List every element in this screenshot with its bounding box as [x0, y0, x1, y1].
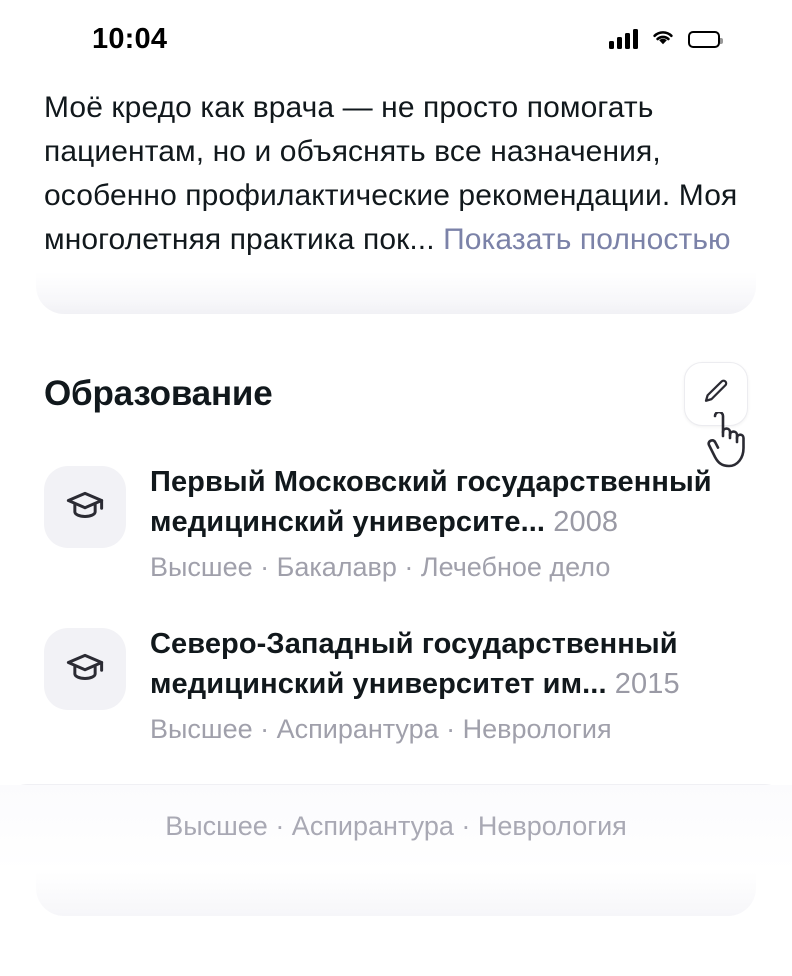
education-name-text: Северо-Западный государственный медицинский университет им...: [150, 628, 678, 700]
page-title: Образование: [44, 374, 273, 413]
education-details: Высшее · Бакалавр · Лечебное дело: [150, 552, 611, 582]
cellular-signal-icon: [609, 29, 638, 49]
partial-education-details: Высшее · Аспирантура · Неврология: [0, 785, 792, 872]
battery-full-icon: [688, 31, 720, 48]
show-more-link[interactable]: Показать полностью: [443, 223, 731, 256]
status-time: 10:04: [92, 22, 168, 55]
education-section-header: [0, 348, 792, 440]
graduation-cap-icon: [44, 466, 126, 548]
education-list: [0, 440, 792, 770]
education-name: [150, 462, 748, 542]
list-item[interactable]: [44, 608, 748, 770]
about-card: [0, 78, 792, 262]
education-year: 2008: [553, 506, 619, 538]
next-card-bottom-edge: [36, 872, 756, 916]
status-indicators: [609, 27, 720, 52]
wifi-icon: [650, 27, 676, 52]
section-divider: [0, 314, 792, 348]
scroll-content[interactable]: [0, 78, 792, 976]
pencil-edit-icon: [701, 377, 731, 412]
graduation-cap-icon: [44, 628, 126, 710]
next-card: [0, 784, 792, 872]
about-text-body: Моё кредо как врача — не просто помогать пациентам, но и объяснять все назначения, особенно профилактические рекомендации. Моя многолетняя практика пок...: [44, 91, 738, 256]
about-card-bottom-edge: [36, 272, 756, 314]
education-name-text: Первый Московский государственный медицинский университе...: [150, 466, 712, 538]
list-item-body: [150, 620, 748, 748]
about-text: [44, 78, 748, 262]
list-item[interactable]: [44, 446, 748, 608]
education-name: [150, 624, 748, 704]
bottom-spacer: [0, 916, 792, 976]
education-details: Высшее · Аспирантура · Неврология: [150, 714, 612, 744]
status-bar: [0, 0, 792, 78]
list-item-body: [150, 458, 748, 586]
education-year: 2015: [614, 668, 680, 700]
edit-education-button[interactable]: [684, 362, 748, 426]
